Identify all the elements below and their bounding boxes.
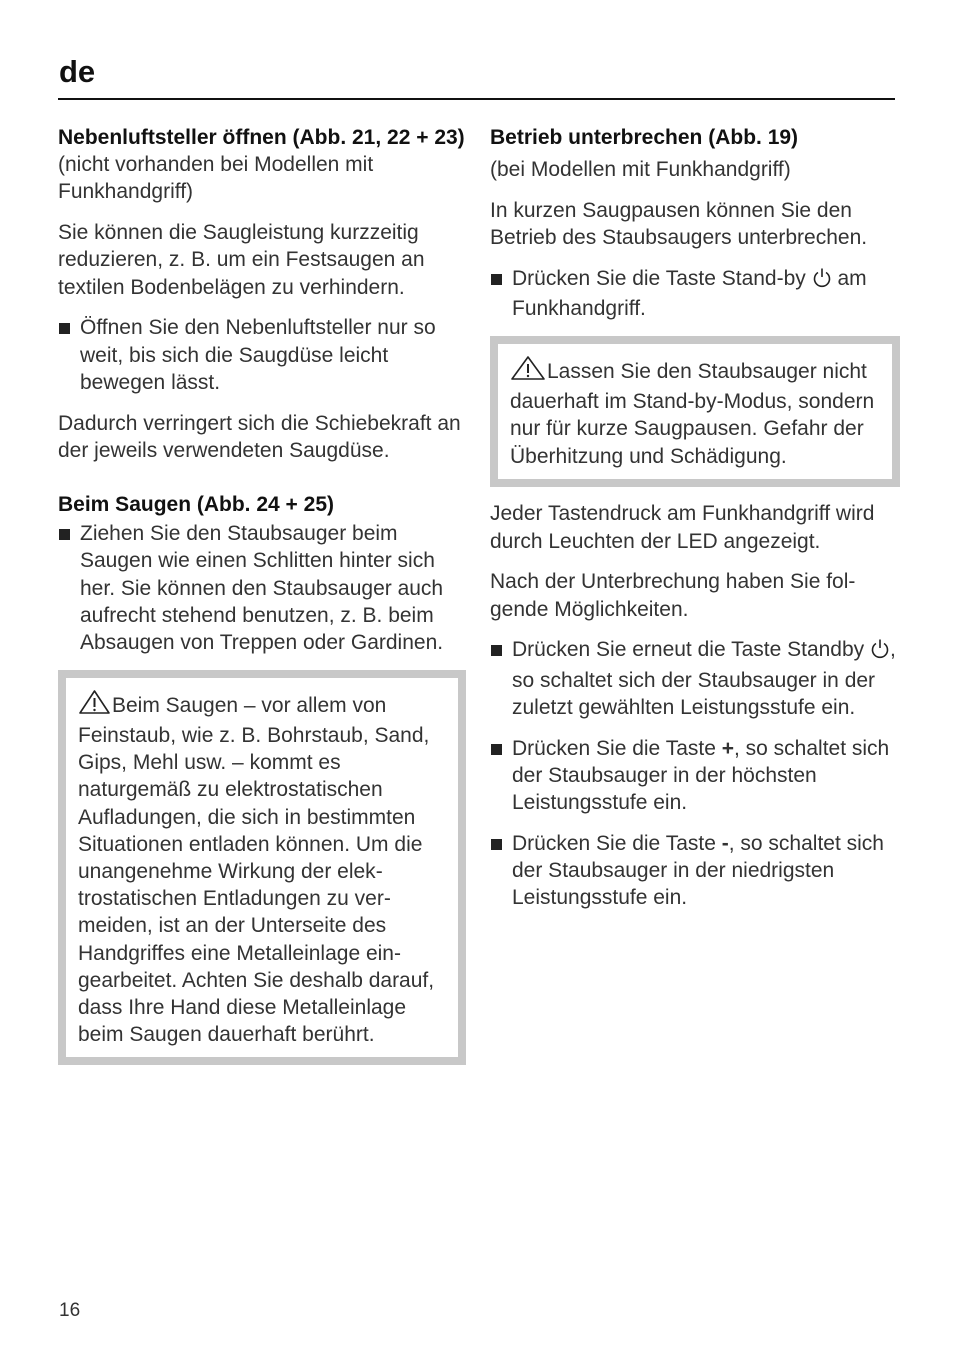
section-subtitle: (nicht vorhanden bei Modellen mit Funkhandgriff) <box>58 153 374 204</box>
section-title-nebenluftsteller: Nebenluftsteller öffnen (Abb. 21, 22 + 23) <box>58 126 465 149</box>
warning-box <box>58 670 466 1066</box>
bullet-text: Ziehen Sie den Staubsauger beim Saugen wie einen Schlitten hinter sich her. Sie können den Staubsauger auch aufrecht stehend benutzen, z. B. beim Absaugen von Treppen oder Gardinen. <box>80 522 444 655</box>
warning-box-inner <box>498 344 892 479</box>
paragraph: Nach der Unterbrechung haben Sie folgende Möglichkeiten. <box>490 570 856 621</box>
paragraph: Sie können die Saugleistung kurzzeitig reduzieren, z. B. um ein Festsaugen an textilen Bodenbelägen zu verhindern. <box>58 221 425 299</box>
bullet-item <box>58 314 466 396</box>
bullet-text-post: , so schaltet sich der Staubsauger in der höchsten Leistungsstufe ein. <box>512 736 890 815</box>
bullet-text-post: , so schaltet sich der Staubsauger in der zuletzt gewählten Leistungsstufe ein. <box>512 638 896 719</box>
bullet-text-post: am Funkhandgriff. <box>512 267 867 321</box>
paragraph: In kurzen Saugpausen können Sie den Betrieb des Staubsaugers unterbrechen. <box>490 199 868 250</box>
section-subtitle: (bei Modellen mit Funkhandgriff) <box>490 158 791 182</box>
bullet-item <box>490 265 900 322</box>
bullet-item <box>58 520 466 656</box>
key-minus: - <box>721 831 729 855</box>
power-icon <box>870 638 890 666</box>
language-code: de <box>59 54 96 89</box>
bullet-square-icon <box>491 274 502 285</box>
bullet-square-icon <box>59 529 70 540</box>
bullet-square-icon <box>491 839 502 850</box>
paragraph: Jeder Tastendruck am Funkhandgriff wird durch Leuchten der LED angezeigt. <box>490 502 875 553</box>
bullet-item <box>490 830 900 912</box>
page-number: 16 <box>59 1300 81 1321</box>
left-column <box>58 124 466 1079</box>
bullet-square-icon <box>59 323 70 334</box>
header-rule <box>58 98 895 100</box>
bullet-square-icon <box>491 744 502 755</box>
warning-triangle-icon <box>510 355 546 388</box>
warning-box <box>490 336 900 487</box>
bullet-text-pre: Drücken Sie die Taste Stand-by <box>512 267 812 290</box>
right-column <box>490 124 900 925</box>
bullet-text-pre: Drücken Sie die Taste <box>512 831 722 855</box>
bullet-item <box>490 735 900 817</box>
section-title-beim-saugen: Beim Saugen (Abb. 24 + 25) <box>58 493 334 517</box>
bullet-text-post: , so schaltet sich der Staubsauger in der niedrigsten Leistungsstufe ein. <box>512 831 884 910</box>
bullet-text-pre: Drücken Sie erneut die Taste Standby <box>512 638 870 662</box>
warning-triangle-icon <box>78 689 111 722</box>
bullet-text-pre: Drücken Sie die Taste <box>512 736 722 760</box>
warning-text: Lassen Sie den Staubsauger nicht dauerhaft im Stand-by-Modus, sondern nur für kurze Saugpausen. Gefahr der Überhitzung und Schädigung. <box>510 360 875 468</box>
key-plus: + <box>721 736 734 760</box>
bullet-item <box>490 636 900 721</box>
warning-text: Beim Saugen – vor allem von Feinstaub, wie z. B. Bohrstaub, Sand, Gips, Mehl usw. – kommt es naturgemäß zu elektrostatischen Aufladungen, die sich in bestimmten Situationen entladen können. Um die unangenehme Wirkung der elektrostatischen Entladungen zu vermeiden, ist an der Unterseite des Handgriffes eine Metalleinlage eingearbeitet. Achten Sie deshalb darauf, dass Ihre Hand diese Metalleinlage beim Saugen dauerhaft berührt. <box>78 693 435 1047</box>
bullet-square-icon <box>491 645 502 656</box>
power-icon <box>812 267 832 295</box>
section-title-betrieb-unterbrechen: Betrieb unterbrechen (Abb. 19) <box>490 126 799 149</box>
paragraph: Dadurch verringert sich die Schiebekraft an der jeweils verwendeten Saugdüse. <box>58 411 461 462</box>
bullet-text: Öffnen Sie den Nebenluftsteller nur so weit, bis sich die Saugdüse leicht bewegen lässt. <box>80 316 436 394</box>
warning-box-inner <box>66 678 458 1058</box>
